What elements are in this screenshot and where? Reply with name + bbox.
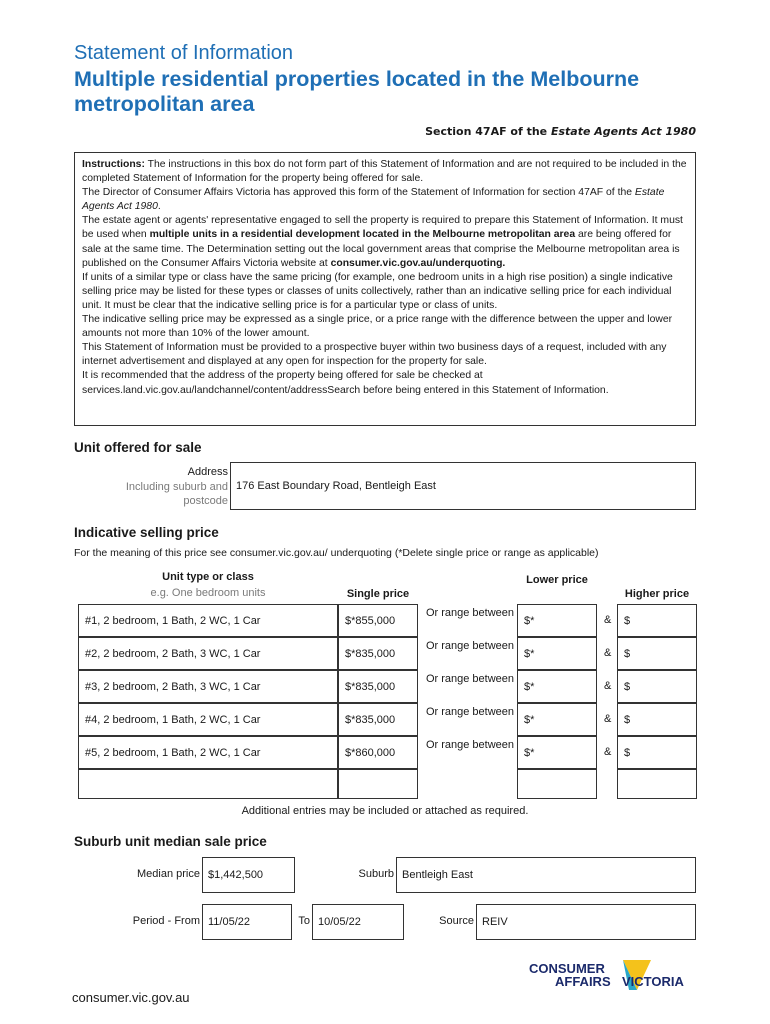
instructions-text-1: The instructions in this box do not form part of this Statement of Information and are not required to be included in the completed Statement of Information for the property being offered for sale. <box>82 159 687 185</box>
single-price-cell-1[interactable]: $*855,000 <box>338 604 418 637</box>
lower-price-cell-6[interactable] <box>517 769 597 799</box>
logo-text-consumer: CONSUMER <box>529 961 605 976</box>
page-title: Statement of Information <box>74 42 294 64</box>
instructions-bold: multiple units in a residential development located in the Melbourne metropolitan area <box>149 229 576 241</box>
median-price-field[interactable]: $1,442,500 <box>202 857 295 893</box>
section-ref-prefix: Section 47AF of the <box>425 125 551 138</box>
section-ref-act: Estate Agents Act 1980 <box>550 125 696 138</box>
unit-type-cell-6[interactable] <box>78 769 338 799</box>
source-field[interactable]: REIV <box>476 904 696 940</box>
ampersand-3: & <box>604 680 612 692</box>
single-price-cell-4[interactable]: $*835,000 <box>338 703 418 736</box>
lower-price-cell-1[interactable]: $* <box>517 604 597 637</box>
instructions-para-4: If units of a similar type or class have the same pricing (for example, one bedroom units in a high rise position) a single indicative selling price may be listed for these types or classes of units collectively, rather than an indicative selling price for each individual unit. It must be clear that the indicative selling price is for a particular type or class of units. <box>82 271 673 311</box>
or-range-label-1: Or range between <box>425 607 515 619</box>
instructions-para-7: It is recommended that the address of the property being offered for sale be checked at services.land.vic.gov.au/landchannel/content/addressSearch before being entered in this Statement of Information. <box>82 370 609 396</box>
or-range-label-4: Or range between <box>425 706 515 718</box>
higher-price-cell-6[interactable] <box>617 769 697 799</box>
logo-text-affairs: AFFAIRS <box>555 974 611 989</box>
instructions-text-2b: . <box>157 201 161 213</box>
period-to-field[interactable]: 10/05/22 <box>312 904 404 940</box>
unit-type-cell-5[interactable]: #5, 2 bedroom, 1 Bath, 2 WC, 1 Car <box>78 736 338 769</box>
col-single-price: Single price <box>346 588 410 600</box>
page-heading: Multiple residential properties located in the Melbourne metropolitan area <box>74 67 640 116</box>
address-field[interactable]: 176 East Boundary Road, Bentleigh East <box>230 462 696 510</box>
instructions-label: Instructions: <box>82 159 145 170</box>
or-range-label-3: Or range between <box>425 673 515 685</box>
section-reference <box>425 125 696 138</box>
lower-price-cell-4[interactable]: $* <box>517 703 597 736</box>
instructions-para-6: This Statement of Information must be provided to a prospective buyer within two business days of a request, included with any internet advertisement and displayed at any open for inspection for the property for sale. <box>82 342 667 368</box>
higher-price-cell-4[interactable]: $ <box>617 703 697 736</box>
col-higher-price: Higher price <box>624 588 690 600</box>
single-price-cell-6[interactable] <box>338 769 418 799</box>
footer-url[interactable]: consumer.vic.gov.au <box>72 990 190 1005</box>
instructions-box <box>74 152 696 426</box>
additional-entries-note: Additional entries may be included or attached as required. <box>241 805 529 817</box>
address-label: Address <box>187 466 228 478</box>
address-label-group <box>100 465 228 509</box>
col-unit-type: Unit type or class <box>162 571 254 583</box>
address-sublabel-1: Including suburb and <box>125 480 228 493</box>
instructions-text-3b: are being offered for sale at the same time. The Determination setting out the local government areas that comprise the Melbourne metropolitan area is published on the Consumer Affairs Victoria website at <box>82 229 680 269</box>
median-price-label: Median price <box>137 868 200 880</box>
unit-type-cell-4[interactable]: #4, 2 bedroom, 1 Bath, 2 WC, 1 Car <box>78 703 338 736</box>
instructions-text-2a: The Director of Consumer Affairs Victoria has approved this form of the Statement of Information for section 47AF of the <box>82 187 635 199</box>
unit-offered-title: Unit offered for sale <box>74 440 202 455</box>
ampersand-2: & <box>604 647 612 659</box>
instructions-para-5: The indicative selling price may be expressed as a single price, or a price range with the difference between the upper and lower amounts not more than 10% of the lower amount. <box>82 314 673 340</box>
instructions-act: Estate Agents Act 1980 <box>82 187 665 213</box>
single-price-cell-2[interactable]: $*835,000 <box>338 637 418 670</box>
indicative-price-note: For the meaning of this price see consumer.vic.gov.au/ underquoting (*Delete single price or range as applicable) <box>74 547 599 559</box>
logo-text-victoria: VICTORIA <box>622 974 684 989</box>
unit-type-cell-2[interactable]: #2, 2 bedroom, 2 Bath, 3 WC, 1 Car <box>78 637 338 670</box>
single-price-cell-3[interactable]: $*835,000 <box>338 670 418 703</box>
single-price-cell-5[interactable]: $*860,000 <box>338 736 418 769</box>
lower-price-cell-5[interactable]: $* <box>517 736 597 769</box>
unit-type-cell-3[interactable]: #3, 2 bedroom, 2 Bath, 3 WC, 1 Car <box>78 670 338 703</box>
instructions-text-3a: The estate agent or agents' representative engaged to sell the property is required to prepare this Statement of Information. It must be used when <box>82 215 683 241</box>
higher-price-cell-3[interactable]: $ <box>617 670 697 703</box>
period-to-label: To <box>298 915 310 927</box>
ampersand-4: & <box>604 713 612 725</box>
higher-price-cell-2[interactable]: $ <box>617 637 697 670</box>
suburb-field[interactable]: Bentleigh East <box>396 857 696 893</box>
instructions-para-1 <box>82 158 688 186</box>
ampersand-1: & <box>604 614 612 626</box>
median-price-title: Suburb unit median sale price <box>74 834 267 849</box>
col-lower-price: Lower price <box>526 574 588 586</box>
underquoting-link[interactable]: consumer.vic.gov.au/underquoting. <box>330 257 506 269</box>
col-unit-type-sub: e.g. One bedroom units <box>150 587 266 599</box>
higher-price-cell-1[interactable]: $ <box>617 604 697 637</box>
or-range-label-2: Or range between <box>425 640 515 652</box>
period-from-field[interactable]: 11/05/22 <box>202 904 292 940</box>
unit-type-cell-1[interactable]: #1, 2 bedroom, 1 Bath, 2 WC, 1 Car <box>78 604 338 637</box>
lower-price-cell-3[interactable]: $* <box>517 670 597 703</box>
or-range-label-5: Or range between <box>425 739 515 751</box>
consumer-affairs-victoria-logo <box>527 960 703 1008</box>
period-from-label: Period - From <box>132 915 200 927</box>
indicative-price-title: Indicative selling price <box>74 525 219 540</box>
ampersand-5: & <box>604 746 612 758</box>
suburb-label: Suburb <box>358 868 394 880</box>
lower-price-cell-2[interactable]: $* <box>517 637 597 670</box>
source-label: Source <box>439 915 474 927</box>
instructions-para-3 <box>82 214 688 270</box>
logo-graphic <box>527 960 703 1008</box>
instructions-para-2 <box>82 186 688 214</box>
higher-price-cell-5[interactable]: $ <box>617 736 697 769</box>
address-sublabel-2: postcode <box>183 495 228 507</box>
